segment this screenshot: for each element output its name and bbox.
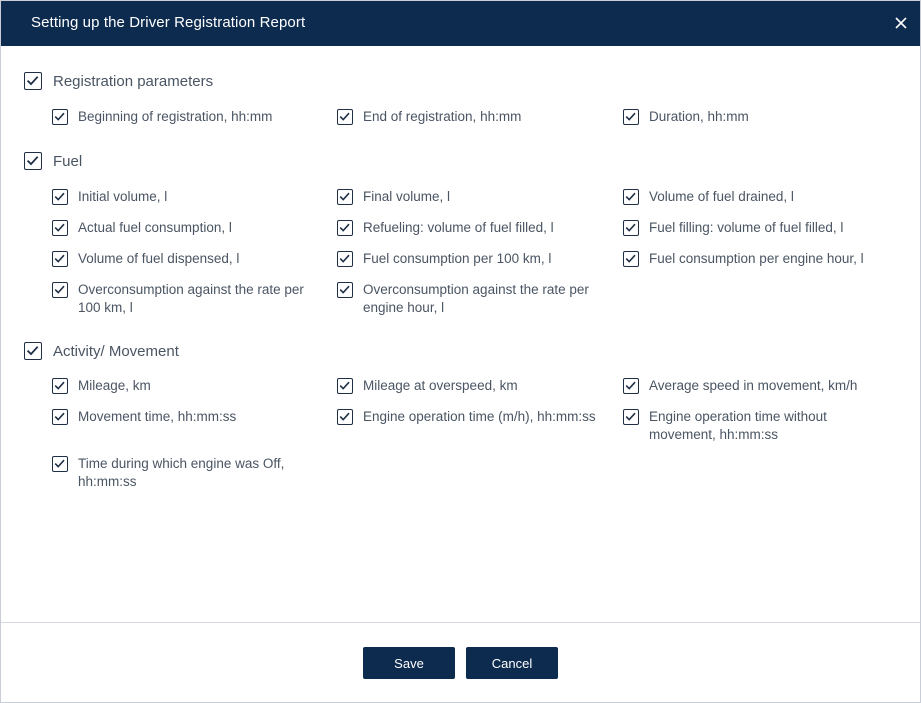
option-checkbox[interactable] [52, 409, 68, 425]
option-label: End of registration, hh:mm [363, 109, 522, 124]
option-checkbox[interactable] [623, 220, 639, 236]
dialog-body [1, 46, 920, 622]
option-item[interactable] [337, 109, 605, 126]
option-checkbox[interactable] [52, 251, 68, 267]
option-checkbox[interactable] [52, 456, 68, 472]
option-item[interactable] [623, 378, 891, 395]
option-checkbox[interactable] [337, 109, 353, 125]
option-checkbox[interactable] [623, 109, 639, 125]
option-item[interactable] [52, 378, 320, 395]
footer-divider [1, 622, 920, 623]
option-label: Engine operation time (m/h), hh:mm:ss [363, 409, 596, 424]
option-checkbox[interactable] [623, 189, 639, 205]
option-label: Movement time, hh:mm:ss [78, 409, 237, 424]
option-checkbox[interactable] [337, 251, 353, 267]
option-label: Fuel filling: volume of fuel filled, l [649, 220, 844, 235]
option-checkbox[interactable] [623, 378, 639, 394]
option-label: Mileage at overspeed, km [363, 378, 518, 393]
group-checkbox[interactable] [24, 72, 42, 90]
option-checkbox[interactable] [337, 189, 353, 205]
option-label: Actual fuel consumption, l [78, 220, 232, 235]
option-label: Engine operation time without movement, hh:mm:ss [649, 409, 827, 442]
group-header-2[interactable] [24, 342, 179, 360]
cancel-button[interactable]: Cancel [466, 647, 558, 679]
option-label: Volume of fuel drained, l [649, 189, 794, 204]
save-button[interactable]: Save [363, 647, 455, 679]
option-item[interactable] [337, 220, 605, 237]
group-label: Registration parameters [53, 72, 214, 90]
option-label: Refueling: volume of fuel filled, l [363, 220, 554, 235]
option-checkbox[interactable] [337, 220, 353, 236]
option-item[interactable] [52, 220, 320, 237]
option-checkbox[interactable] [337, 409, 353, 425]
option-checkbox[interactable] [52, 378, 68, 394]
dialog-title: Setting up the Driver Registration Report [31, 14, 306, 31]
option-label: Average speed in movement, km/h [649, 378, 858, 393]
option-item[interactable] [337, 251, 605, 268]
option-item[interactable] [623, 251, 891, 268]
option-item[interactable] [337, 378, 605, 395]
option-label: Fuel consumption per 100 km, l [363, 251, 552, 266]
option-item[interactable] [52, 409, 320, 426]
group-checkbox[interactable] [24, 152, 42, 170]
option-label: Beginning of registration, hh:mm [78, 109, 273, 124]
option-item[interactable] [52, 109, 320, 126]
option-item[interactable] [52, 456, 320, 491]
option-item[interactable] [52, 189, 320, 206]
group-header-1[interactable] [24, 152, 82, 170]
option-label: Duration, hh:mm [649, 109, 749, 124]
option-checkbox[interactable] [337, 378, 353, 394]
option-label: Mileage, km [78, 378, 151, 393]
option-label: Overconsumption against the rate per 100 km, l [78, 282, 304, 315]
option-item[interactable] [623, 109, 891, 126]
option-checkbox[interactable] [52, 220, 68, 236]
group-checkbox[interactable] [24, 342, 42, 360]
option-item[interactable] [337, 282, 605, 317]
close-icon[interactable] [890, 12, 912, 34]
option-checkbox[interactable] [337, 282, 353, 298]
option-item[interactable] [52, 251, 320, 268]
option-checkbox[interactable] [52, 282, 68, 298]
option-label: Fuel consumption per engine hour, l [649, 251, 864, 266]
option-checkbox[interactable] [623, 409, 639, 425]
option-item[interactable] [623, 220, 891, 237]
option-label: Volume of fuel dispensed, l [78, 251, 240, 266]
option-item[interactable] [623, 409, 891, 444]
option-checkbox[interactable] [52, 109, 68, 125]
group-header-0[interactable] [24, 72, 213, 90]
group-label: Fuel [53, 152, 83, 170]
option-item[interactable] [52, 282, 320, 317]
option-item[interactable] [337, 189, 605, 206]
option-label: Time during which engine was Off, hh:mm:ss [78, 456, 285, 489]
group-label: Activity/ Movement [53, 342, 179, 360]
dialog-header [1, 1, 920, 46]
option-label: Initial volume, l [78, 189, 168, 204]
option-checkbox[interactable] [623, 251, 639, 267]
option-label: Overconsumption against the rate per engine hour, l [363, 282, 589, 315]
option-checkbox[interactable] [52, 189, 68, 205]
option-item[interactable] [623, 189, 891, 206]
option-label: Final volume, l [363, 189, 451, 204]
option-item[interactable] [337, 409, 605, 426]
